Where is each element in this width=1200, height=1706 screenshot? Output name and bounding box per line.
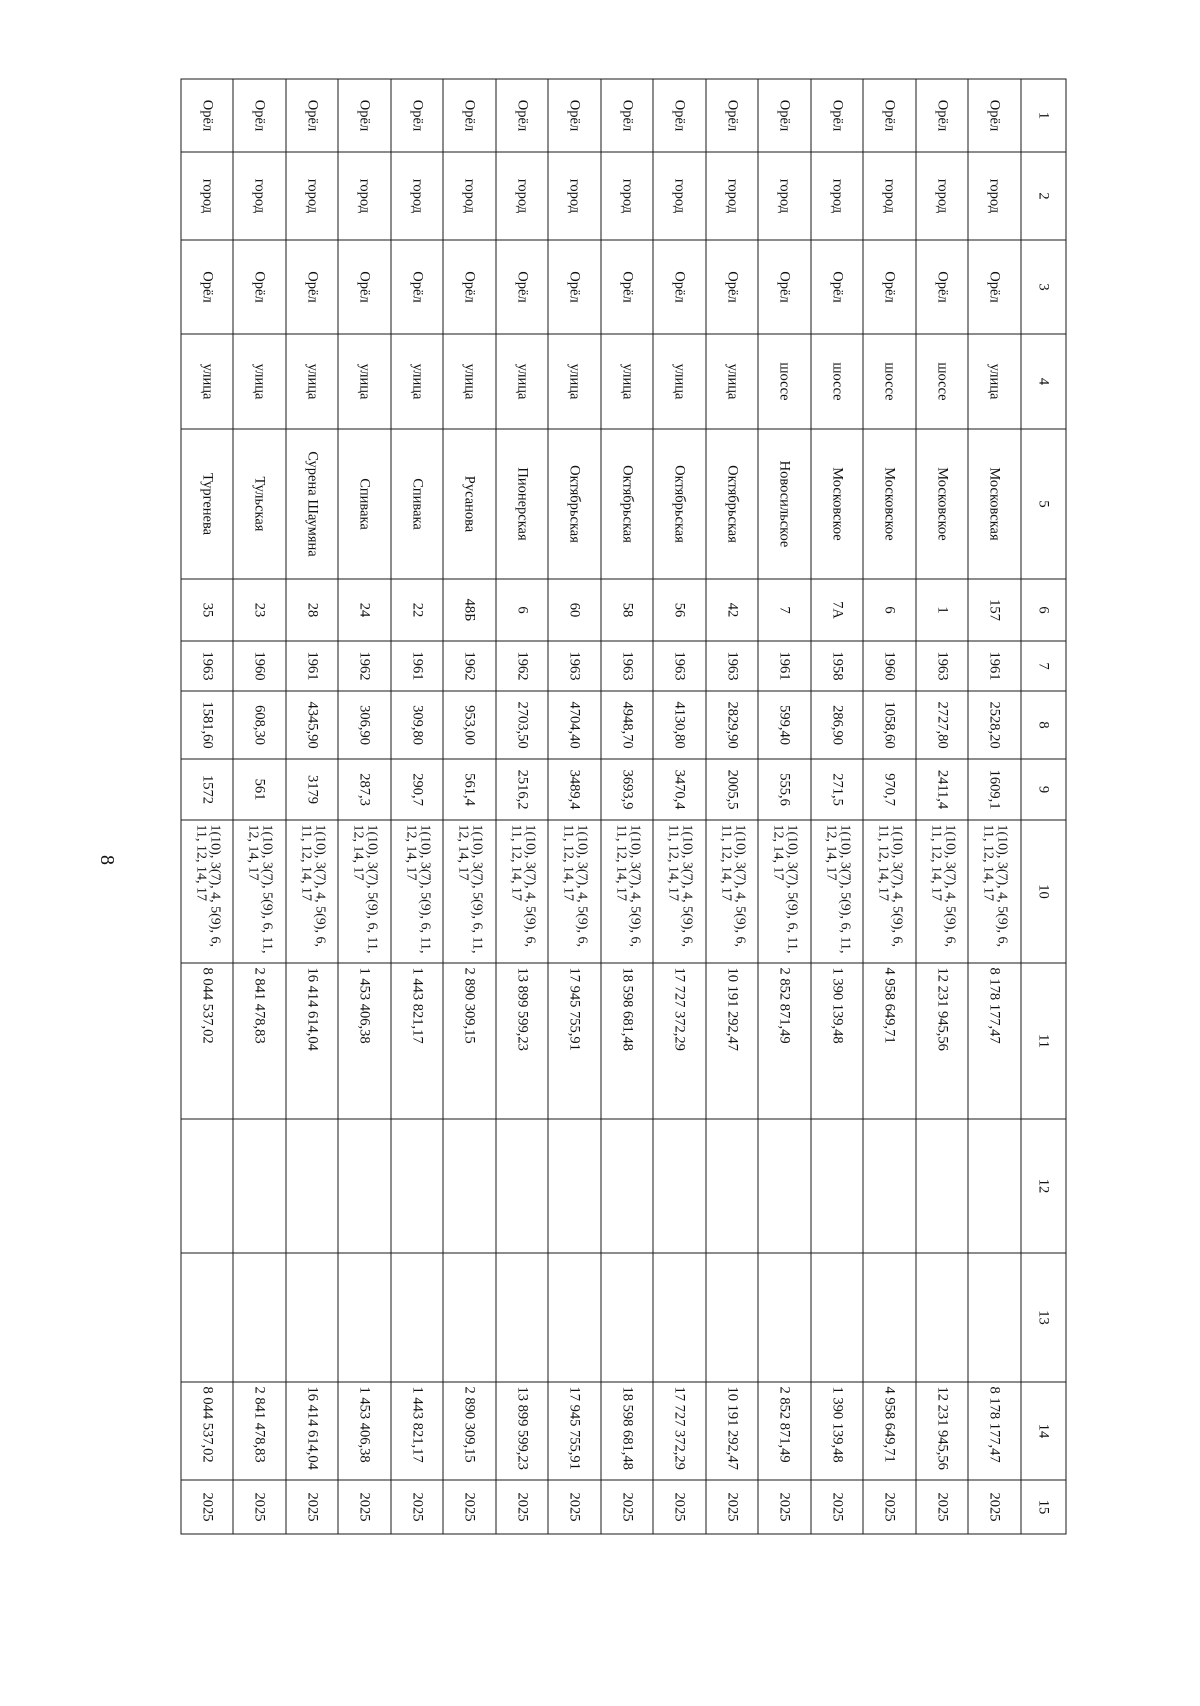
- table-cell-col-13: [968, 1253, 1021, 1382]
- table-cell-col-6: 7: [758, 579, 811, 641]
- table-cell-col-13: [443, 1253, 496, 1382]
- table-cell-col-8: 608,30: [233, 691, 286, 759]
- table-cell-col-15: 2025: [601, 1480, 654, 1534]
- table-cell-col-10: 1(10), 3(7), 4, 5(9), 6, 11, 12, 14, 17: [601, 820, 654, 963]
- column-header-13: 13: [1021, 1253, 1066, 1382]
- table-cell-col-6: 58: [601, 579, 654, 641]
- table-cell-col-9: 3489,4: [548, 759, 601, 820]
- table-cell-col-3: Орёл: [968, 240, 1021, 334]
- table-cell-col-13: [181, 1253, 234, 1382]
- table-cell-col-3: Орёл: [548, 240, 601, 334]
- table-cell-col-10: 1(10), 3(7), 5(9), 6, 11, 12, 14, 17: [443, 820, 496, 963]
- column-header-3: 3: [1021, 240, 1066, 334]
- column-header-11: 11: [1021, 963, 1066, 1119]
- table-cell-col-9: 287,3: [338, 759, 391, 820]
- table-cell-col-10: 1(10), 3(7), 4, 5(9), 6, 11, 12, 14, 17: [863, 820, 916, 963]
- table-cell-col-12: [181, 1119, 234, 1253]
- table-cell-col-5: Сурена Шаумяна: [286, 429, 339, 579]
- column-header-8: 8: [1021, 691, 1066, 759]
- table-cell-col-1: Орёл: [601, 79, 654, 152]
- table-cell-col-9: 561: [233, 759, 286, 820]
- table-cell-col-2: город: [811, 152, 864, 240]
- table-cell-col-7: 1960: [233, 641, 286, 691]
- table-cell-col-15: 2025: [968, 1480, 1021, 1534]
- table-cell-col-14: 17 945 755,91: [548, 1382, 601, 1480]
- table-cell-col-13: [496, 1253, 549, 1382]
- table-cell-col-6: 1: [916, 579, 969, 641]
- table-cell-col-7: 1958: [811, 641, 864, 691]
- table-cell-col-4: шоссе: [916, 334, 969, 429]
- table-cell-col-7: 1961: [968, 641, 1021, 691]
- table-cell-col-2: город: [653, 152, 706, 240]
- table-cell-col-11: 2 890 309,15: [443, 963, 496, 1119]
- table-cell-col-14: 13 899 599,23: [496, 1382, 549, 1480]
- table-cell-col-11: 1 390 139,48: [811, 963, 864, 1119]
- table-row: [548, 79, 601, 1534]
- table-cell-col-7: 1963: [601, 641, 654, 691]
- column-header-4: 4: [1021, 334, 1066, 429]
- table-cell-col-11: 12 231 945,56: [916, 963, 969, 1119]
- table-cell-col-7: 1962: [443, 641, 496, 691]
- table-cell-col-2: город: [338, 152, 391, 240]
- table-cell-col-8: 1058,60: [863, 691, 916, 759]
- table-cell-col-6: 60: [548, 579, 601, 641]
- table-cell-col-6: 157: [968, 579, 1021, 641]
- table-row: [968, 79, 1021, 1534]
- table-cell-col-5: Московское: [863, 429, 916, 579]
- table-cell-col-13: [548, 1253, 601, 1382]
- table-cell-col-2: город: [391, 152, 444, 240]
- table-cell-col-12: [968, 1119, 1021, 1253]
- table-cell-col-4: улица: [233, 334, 286, 429]
- table-cell-col-12: [496, 1119, 549, 1253]
- table-row: [706, 79, 759, 1534]
- table-cell-col-9: 3470,4: [653, 759, 706, 820]
- table-cell-col-3: Орёл: [916, 240, 969, 334]
- table-cell-col-10: 1(10), 3(7), 5(9), 6, 11, 12, 14, 17: [811, 820, 864, 963]
- table-cell-col-4: улица: [601, 334, 654, 429]
- table-cell-col-6: 56: [653, 579, 706, 641]
- table-cell-col-4: улица: [548, 334, 601, 429]
- table-cell-col-10: 1(10), 3(7), 4, 5(9), 6, 11, 12, 14, 17: [496, 820, 549, 963]
- column-header-15: 15: [1021, 1480, 1066, 1534]
- table-cell-col-12: [286, 1119, 339, 1253]
- table-cell-col-14: 10 191 292,47: [706, 1382, 759, 1480]
- table-cell-col-9: 970,7: [863, 759, 916, 820]
- table-cell-col-10: 1(10), 3(7), 4, 5(9), 6, 11, 12, 14, 17: [968, 820, 1021, 963]
- table-row: [391, 79, 444, 1534]
- table-cell-col-4: улица: [286, 334, 339, 429]
- table-cell-col-3: Орёл: [811, 240, 864, 334]
- table-cell-col-14: 17 727 372,29: [653, 1382, 706, 1480]
- table-cell-col-8: 4345,90: [286, 691, 339, 759]
- table-cell-col-14: 12 231 945,56: [916, 1382, 969, 1480]
- table-cell-col-5: Спивака: [338, 429, 391, 579]
- table-row: [758, 79, 811, 1534]
- table-cell-col-4: шоссе: [758, 334, 811, 429]
- table-cell-col-7: 1963: [706, 641, 759, 691]
- table-cell-col-13: [601, 1253, 654, 1382]
- table-cell-col-15: 2025: [916, 1480, 969, 1534]
- table-cell-col-15: 2025: [233, 1480, 286, 1534]
- table-cell-col-5: Пионерская: [496, 429, 549, 579]
- table-cell-col-10: 1(10), 3(7), 4, 5(9), 6, 11, 12, 14, 17: [548, 820, 601, 963]
- table-cell-col-10: 1(10), 3(7), 4, 5(9), 6, 11, 12, 14, 17: [653, 820, 706, 963]
- table-cell-col-15: 2025: [863, 1480, 916, 1534]
- table-cell-col-2: город: [706, 152, 759, 240]
- table-cell-col-14: 8 044 537,02: [181, 1382, 234, 1480]
- table-cell-col-4: улица: [968, 334, 1021, 429]
- table-cell-col-10: 1(10), 3(7), 4, 5(9), 6, 11, 12, 14, 17: [286, 820, 339, 963]
- table-cell-col-11: 2 852 871,49: [758, 963, 811, 1119]
- table-cell-col-1: Орёл: [863, 79, 916, 152]
- page-number: 8: [96, 855, 118, 865]
- table-row: [286, 79, 339, 1534]
- table-cell-col-9: 290,7: [391, 759, 444, 820]
- table-cell-col-1: Орёл: [548, 79, 601, 152]
- table-cell-col-14: 2 890 309,15: [443, 1382, 496, 1480]
- table-cell-col-4: шоссе: [811, 334, 864, 429]
- table-cell-col-8: 953,00: [443, 691, 496, 759]
- table-cell-col-3: Орёл: [863, 240, 916, 334]
- column-header-6: 6: [1021, 579, 1066, 641]
- table-cell-col-11: 1 453 406,38: [338, 963, 391, 1119]
- table-cell-col-1: Орёл: [496, 79, 549, 152]
- table-cell-col-15: 2025: [811, 1480, 864, 1534]
- table-cell-col-5: Тульская: [233, 429, 286, 579]
- table-cell-col-1: Орёл: [706, 79, 759, 152]
- table-cell-col-7: 1963: [916, 641, 969, 691]
- table-cell-col-14: 18 598 681,48: [601, 1382, 654, 1480]
- table-cell-col-6: 23: [233, 579, 286, 641]
- table-cell-col-11: 17 727 372,29: [653, 963, 706, 1119]
- table-cell-col-14: 8 178 177,47: [968, 1382, 1021, 1480]
- table-cell-col-6: 42: [706, 579, 759, 641]
- table-cell-col-5: Московское: [916, 429, 969, 579]
- repair-schedule-table: [180, 78, 1066, 1534]
- table-cell-col-11: 8 178 177,47: [968, 963, 1021, 1119]
- table-cell-col-12: [338, 1119, 391, 1253]
- table-cell-col-13: [338, 1253, 391, 1382]
- table-cell-col-8: 2703,50: [496, 691, 549, 759]
- table-cell-col-5: Октябрьская: [601, 429, 654, 579]
- table-cell-col-1: Орёл: [968, 79, 1021, 152]
- table-cell-col-15: 2025: [391, 1480, 444, 1534]
- table-cell-col-5: Тургенева: [181, 429, 234, 579]
- table-cell-col-1: Орёл: [916, 79, 969, 152]
- table-cell-col-9: 561,4: [443, 759, 496, 820]
- table-cell-col-4: шоссе: [863, 334, 916, 429]
- table-cell-col-14: 1 453 406,38: [338, 1382, 391, 1480]
- table-cell-col-1: Орёл: [286, 79, 339, 152]
- column-header-7: 7: [1021, 641, 1066, 691]
- table-row: [233, 79, 286, 1534]
- table-cell-col-15: 2025: [496, 1480, 549, 1534]
- table-cell-col-9: 271,5: [811, 759, 864, 820]
- table-cell-col-7: 1960: [863, 641, 916, 691]
- table-cell-col-9: 1609,1: [968, 759, 1021, 820]
- table-cell-col-5: Спивака: [391, 429, 444, 579]
- table-cell-col-5: Московская: [968, 429, 1021, 579]
- table-row: [443, 79, 496, 1534]
- table-cell-col-14: 2 841 478,83: [233, 1382, 286, 1480]
- table-cell-col-7: 1963: [548, 641, 601, 691]
- table-cell-col-6: 28: [286, 579, 339, 641]
- rotated-table-container: [180, 78, 1066, 1533]
- column-number-header-row: [1021, 79, 1066, 1534]
- table-cell-col-11: 2 841 478,83: [233, 963, 286, 1119]
- table-cell-col-7: 1963: [653, 641, 706, 691]
- table-cell-col-9: 2411,4: [916, 759, 969, 820]
- table-cell-col-13: [758, 1253, 811, 1382]
- table-cell-col-2: город: [443, 152, 496, 240]
- table-cell-col-11: 16 414 614,04: [286, 963, 339, 1119]
- table-cell-col-15: 2025: [706, 1480, 759, 1534]
- table-cell-col-11: 4 958 649,71: [863, 963, 916, 1119]
- table-cell-col-6: 6: [496, 579, 549, 641]
- table-cell-col-6: 24: [338, 579, 391, 641]
- table-cell-col-5: Московское: [811, 429, 864, 579]
- column-header-10: 10: [1021, 820, 1066, 963]
- table-cell-col-4: улица: [443, 334, 496, 429]
- table-cell-col-3: Орёл: [496, 240, 549, 334]
- table-cell-col-8: 1581,60: [181, 691, 234, 759]
- table-cell-col-13: [916, 1253, 969, 1382]
- table-cell-col-3: Орёл: [286, 240, 339, 334]
- table-cell-col-8: 4948,70: [601, 691, 654, 759]
- table-cell-col-1: Орёл: [811, 79, 864, 152]
- table-cell-col-15: 2025: [181, 1480, 234, 1534]
- table-cell-col-9: 1572: [181, 759, 234, 820]
- table-cell-col-10: 1(10), 3(7), 5(9), 6, 11, 12, 14, 17: [338, 820, 391, 963]
- table-cell-col-7: 1961: [286, 641, 339, 691]
- table-cell-col-1: Орёл: [758, 79, 811, 152]
- table-cell-col-13: [811, 1253, 864, 1382]
- table-cell-col-8: 286,90: [811, 691, 864, 759]
- table-cell-col-15: 2025: [758, 1480, 811, 1534]
- table-cell-col-11: 1 443 821,17: [391, 963, 444, 1119]
- table-cell-col-3: Орёл: [391, 240, 444, 334]
- column-header-12: 12: [1021, 1119, 1066, 1253]
- column-header-1: 1: [1021, 79, 1066, 152]
- table-row: [811, 79, 864, 1534]
- table-row: [181, 79, 234, 1534]
- table-cell-col-2: город: [286, 152, 339, 240]
- table-cell-col-6: 35: [181, 579, 234, 641]
- table-cell-col-13: [286, 1253, 339, 1382]
- table-cell-col-7: 1961: [391, 641, 444, 691]
- table-cell-col-12: [548, 1119, 601, 1253]
- table-cell-col-1: Орёл: [443, 79, 496, 152]
- table-cell-col-4: улица: [181, 334, 234, 429]
- table-cell-col-8: 2528,20: [968, 691, 1021, 759]
- table-cell-col-10: 1(10), 3(7), 4, 5(9), 6, 11, 12, 14, 17: [181, 820, 234, 963]
- table-cell-col-2: город: [548, 152, 601, 240]
- table-cell-col-4: улица: [706, 334, 759, 429]
- table-cell-col-5: Октябрьская: [653, 429, 706, 579]
- table-cell-col-8: 2727,80: [916, 691, 969, 759]
- table-cell-col-7: 1961: [758, 641, 811, 691]
- table-row: [653, 79, 706, 1534]
- table-row: [338, 79, 391, 1534]
- table-cell-col-14: 16 414 614,04: [286, 1382, 339, 1480]
- table-cell-col-14: 2 852 871,49: [758, 1382, 811, 1480]
- table-cell-col-7: 1962: [496, 641, 549, 691]
- table-cell-col-9: 555,6: [758, 759, 811, 820]
- table-cell-col-12: [391, 1119, 444, 1253]
- table-cell-col-8: 4704,40: [548, 691, 601, 759]
- table-row: [863, 79, 916, 1534]
- table-cell-col-3: Орёл: [233, 240, 286, 334]
- table-cell-col-3: Орёл: [653, 240, 706, 334]
- table-cell-col-12: [706, 1119, 759, 1253]
- table-cell-col-8: 2829,90: [706, 691, 759, 759]
- table-cell-col-7: 1962: [338, 641, 391, 691]
- table-cell-col-3: Орёл: [181, 240, 234, 334]
- table-cell-col-10: 1(10), 3(7), 4, 5(9), 6, 11, 12, 14, 17: [706, 820, 759, 963]
- table-cell-col-4: улица: [653, 334, 706, 429]
- column-header-14: 14: [1021, 1382, 1066, 1480]
- column-header-5: 5: [1021, 429, 1066, 579]
- table-cell-col-5: Октябрьская: [548, 429, 601, 579]
- table-cell-col-11: 8 044 537,02: [181, 963, 234, 1119]
- table-cell-col-12: [443, 1119, 496, 1253]
- table-cell-col-8: 309,80: [391, 691, 444, 759]
- table-cell-col-14: 1 443 821,17: [391, 1382, 444, 1480]
- table-cell-col-1: Орёл: [338, 79, 391, 152]
- table-cell-col-2: город: [916, 152, 969, 240]
- table-cell-col-13: [863, 1253, 916, 1382]
- table-cell-col-9: 3179: [286, 759, 339, 820]
- table-cell-col-10: 1(10), 3(7), 5(9), 6, 11, 12, 14, 17: [758, 820, 811, 963]
- table-cell-col-6: 22: [391, 579, 444, 641]
- table-cell-col-3: Орёл: [758, 240, 811, 334]
- table-cell-col-2: город: [181, 152, 234, 240]
- table-cell-col-11: 18 598 681,48: [601, 963, 654, 1119]
- table-cell-col-3: Орёл: [706, 240, 759, 334]
- table-cell-col-3: Орёл: [443, 240, 496, 334]
- table-cell-col-4: улица: [338, 334, 391, 429]
- table-cell-col-15: 2025: [548, 1480, 601, 1534]
- table-cell-col-12: [653, 1119, 706, 1253]
- table-cell-col-15: 2025: [443, 1480, 496, 1534]
- table-cell-col-12: [811, 1119, 864, 1253]
- table-cell-col-11: 13 899 599,23: [496, 963, 549, 1119]
- table-cell-col-4: улица: [391, 334, 444, 429]
- table-cell-col-9: 2516,2: [496, 759, 549, 820]
- table-cell-col-1: Орёл: [181, 79, 234, 152]
- table-cell-col-10: 1(10), 3(7), 4, 5(9), 6, 11, 12, 14, 17: [916, 820, 969, 963]
- table-row: [601, 79, 654, 1534]
- table-cell-col-12: [601, 1119, 654, 1253]
- table-cell-col-2: город: [601, 152, 654, 240]
- table-body: [181, 79, 1021, 1534]
- table-cell-col-10: 1(10), 3(7), 5(9), 6, 11, 12, 14, 17: [391, 820, 444, 963]
- table-frame: [180, 78, 1066, 1533]
- table-cell-col-13: [653, 1253, 706, 1382]
- table-row: [496, 79, 549, 1534]
- table-cell-col-2: город: [863, 152, 916, 240]
- table-cell-col-1: Орёл: [233, 79, 286, 152]
- table-cell-col-15: 2025: [338, 1480, 391, 1534]
- table-cell-col-9: 3693,9: [601, 759, 654, 820]
- table-row: [916, 79, 969, 1534]
- table-cell-col-2: город: [968, 152, 1021, 240]
- table-cell-col-5: Русанова: [443, 429, 496, 579]
- column-header-9: 9: [1021, 759, 1066, 820]
- table-cell-col-15: 2025: [286, 1480, 339, 1534]
- table-cell-col-14: 1 390 139,48: [811, 1382, 864, 1480]
- table-cell-col-12: [916, 1119, 969, 1253]
- table-cell-col-6: 48Б: [443, 579, 496, 641]
- table-cell-col-13: [706, 1253, 759, 1382]
- table-cell-col-3: Орёл: [338, 240, 391, 334]
- table-cell-col-13: [391, 1253, 444, 1382]
- table-cell-col-4: улица: [496, 334, 549, 429]
- table-cell-col-1: Орёл: [391, 79, 444, 152]
- table-cell-col-6: 7А: [811, 579, 864, 641]
- table-cell-col-2: город: [758, 152, 811, 240]
- table-cell-col-3: Орёл: [601, 240, 654, 334]
- table-cell-col-2: город: [496, 152, 549, 240]
- table-cell-col-8: 306,90: [338, 691, 391, 759]
- table-cell-col-1: Орёл: [653, 79, 706, 152]
- column-header-2: 2: [1021, 152, 1066, 240]
- table-cell-col-5: Октябрьская: [706, 429, 759, 579]
- table-cell-col-9: 2005,5: [706, 759, 759, 820]
- table-cell-col-7: 1963: [181, 641, 234, 691]
- table-cell-col-12: [758, 1119, 811, 1253]
- table-cell-col-2: город: [233, 152, 286, 240]
- table-cell-col-8: 599,40: [758, 691, 811, 759]
- table-cell-col-13: [233, 1253, 286, 1382]
- table-cell-col-14: 4 958 649,71: [863, 1382, 916, 1480]
- table-cell-col-11: 10 191 292,47: [706, 963, 759, 1119]
- table-cell-col-12: [863, 1119, 916, 1253]
- table-cell-col-10: 1(10), 3(7), 5(9), 6, 11, 12, 14, 17: [233, 820, 286, 963]
- table-cell-col-12: [233, 1119, 286, 1253]
- table-cell-col-11: 17 945 755,91: [548, 963, 601, 1119]
- table-cell-col-5: Новосильское: [758, 429, 811, 579]
- table-cell-col-8: 4130,80: [653, 691, 706, 759]
- table-cell-col-6: 6: [863, 579, 916, 641]
- table-cell-col-15: 2025: [653, 1480, 706, 1534]
